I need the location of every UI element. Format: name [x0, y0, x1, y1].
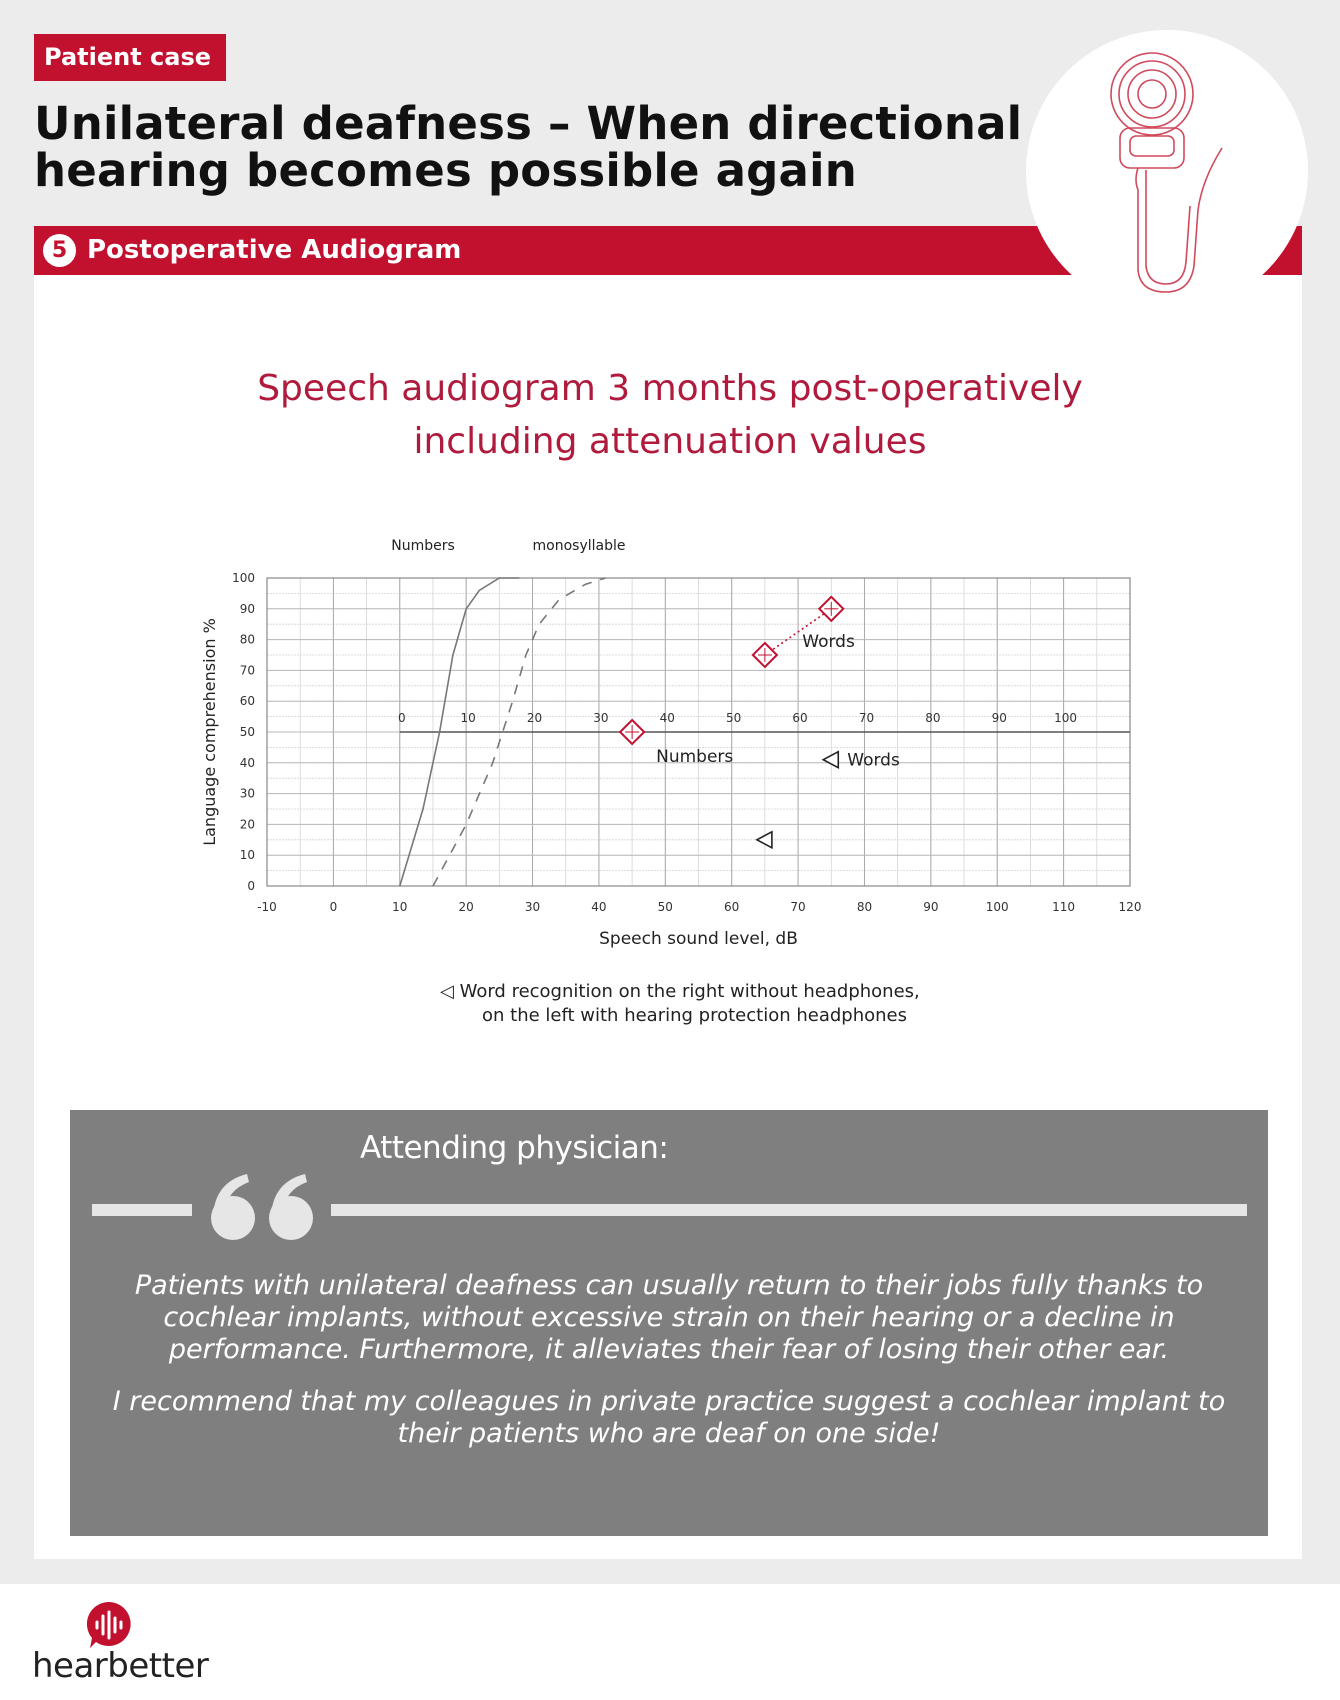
hearbetter-logo-icon — [84, 1600, 132, 1650]
x-tick-label: 30 — [524, 900, 541, 914]
triangle-left-icon: ◁ — [440, 981, 454, 1002]
quote-divider-left — [92, 1204, 192, 1216]
chart-title — [150, 362, 1190, 468]
y-tick-label: 70 — [239, 663, 255, 678]
chart-title-line2: including attenuation values — [413, 421, 927, 462]
cochlear-implant-illustration — [1026, 30, 1308, 312]
x-tick-label: 80 — [856, 900, 873, 914]
x-tick-label: 20 — [458, 900, 474, 914]
quote-paragraph-2: I recommend that my colleagues in private practice suggest a cochlear implant to their patients who are deaf on one side! — [112, 1386, 1226, 1449]
x-tick-label: -10 — [257, 900, 277, 914]
quote-heading: Attending physician: — [360, 1130, 669, 1166]
y-tick-label: 80 — [239, 632, 255, 647]
x-tick-label: 10 — [392, 900, 408, 914]
y-tick-label: 0 — [247, 879, 255, 893]
quote-paragraph-1: Patients with unilateral deafness can usually return to their jobs fully thanks to cochlear implants, without excessive strain on their hearing or a decline in performance. Furthermore, it alleviates their fear of losing their other ear. — [134, 1270, 1204, 1365]
y-tick-label: 50 — [239, 725, 255, 739]
quote-mark-icon — [203, 1168, 323, 1248]
x-tick-label: 120 — [1118, 900, 1142, 914]
x-tick-label: 90 — [923, 900, 939, 914]
x-tick-label: 110 — [1052, 900, 1076, 914]
x-tick-label: 0 — [329, 900, 338, 914]
quote-text — [110, 1270, 1228, 1470]
legend-note-line1: Word recognition on the right without headphones, — [459, 981, 920, 1002]
speech-audiogram-chart — [195, 522, 1155, 962]
section-label: Postoperative Audiogram — [87, 235, 462, 265]
attenuation-tick-label: 0 — [397, 711, 406, 725]
legend-note-line2: on the left with hearing protection headphones — [482, 1005, 907, 1026]
y-tick-label: 60 — [239, 694, 255, 709]
brand-name: hearbetter — [32, 1646, 209, 1686]
x-tick-label: 60 — [724, 900, 740, 914]
attenuation-tick-label: 100 — [1054, 711, 1078, 725]
x-tick-label: 40 — [591, 900, 607, 914]
y-tick-label: 30 — [239, 786, 255, 801]
attenuation-tick-label: 50 — [726, 711, 742, 725]
y-tick-label: 20 — [239, 817, 255, 832]
curve-label-numbers: Numbers — [391, 538, 455, 554]
x-tick-label: 100 — [985, 900, 1009, 914]
series-label-words: Words — [847, 750, 900, 771]
attenuation-tick-label: 20 — [526, 711, 543, 725]
section-number: 5 — [43, 234, 76, 267]
legend-note — [440, 980, 1040, 1028]
attenuation-tick-label: 40 — [659, 711, 675, 725]
curve-label-monosyllable: monosyllable — [532, 538, 626, 554]
y-tick-label: 90 — [239, 601, 255, 616]
attenuation-tick-label: 90 — [991, 711, 1007, 725]
y-tick-label: 10 — [239, 848, 255, 863]
y-tick-label: 100 — [232, 571, 255, 585]
cochlear-implant-icon — [1026, 30, 1308, 312]
x-axis-label: Speech sound level, dB — [599, 929, 798, 949]
attenuation-tick-label: 10 — [460, 711, 476, 725]
patient-case-badge: Patient case — [34, 34, 226, 81]
y-axis-label: Language comprehension % — [200, 618, 219, 846]
attenuation-tick-label: 30 — [593, 711, 609, 725]
series-label-numbers: Numbers — [656, 747, 734, 767]
page-title-line2: hearing becomes possible again — [34, 144, 857, 197]
quote-divider-right — [331, 1204, 1247, 1216]
x-tick-label: 50 — [657, 900, 673, 914]
chart-title-line1: Speech audiogram 3 months post-operatively — [257, 368, 1083, 409]
page-title-line1: Unilateral deafness – When directional — [34, 97, 1023, 150]
triangle-marker — [757, 832, 772, 848]
attenuation-tick-label: 60 — [792, 711, 808, 725]
x-tick-label: 70 — [790, 900, 806, 914]
y-tick-label: 40 — [239, 755, 255, 770]
triangle-marker — [823, 752, 838, 768]
physician-quote-box — [70, 1110, 1268, 1536]
attenuation-tick-label: 70 — [858, 711, 875, 725]
page-title — [34, 97, 1023, 197]
attenuation-tick-label: 80 — [925, 711, 941, 725]
series-label-words: Words — [802, 631, 855, 652]
